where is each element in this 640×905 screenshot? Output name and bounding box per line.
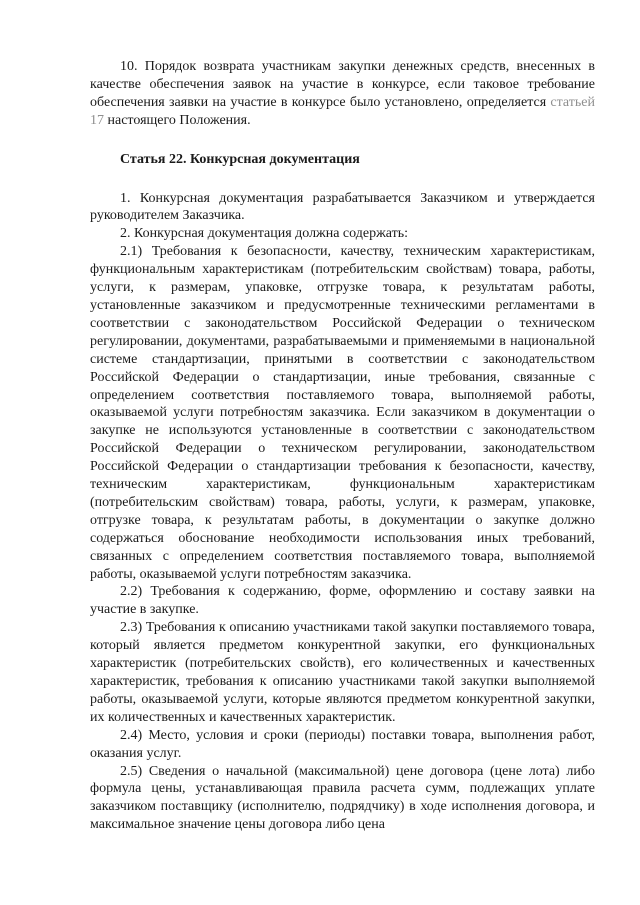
paragraph-2-1: 2.1) Требования к безопасности, качеству, техническим характеристикам, функциональным характеристикам (потребительским свойствам) товара, работы, услуги, к размерам, упаковке, отгрузке товара, к результатам работы, установленные заказчиком и предусмотренные техническими регламентами в соответствии с законодательством Российской Федерации о техническом регулировании, документами, разрабатываемыми и применяемыми в национальной системе стандартизации, принятыми в соответствии с законодательством Российской Федерации о стандартизации, иные требования, связанные с определением соответствия поставляемого товара, выполняемой работы, оказываемой услуги потребностям заказчика. Если заказчиком в документации о закупке не используются установленные в соответствии с законодательством Российской Федерации о техническом регулировании, законодательством Российской Федерации о стандартизации требования к безопасности, качеству, техническим характеристикам, функциональным характеристикам (потребительским свойствам) товара, работы, услуги, к размерам, упаковке, отгрузке товара, к результатам работы, в документации о закупке должно содержаться обоснование необходимости использования иных требований, связанных с определением соответствия поставляемого товара, выполняемой работы, оказываемой услуги потребностям заказчика. [90,244,595,582]
intro-text-after-link: настоящего Положения. [104,112,251,128]
intro-paragraph [90,58,595,130]
intro-text-before-link: 10. Порядок возврата участникам закупки денежных средств, внесенных в качестве обеспечения заявок на участие в конкурсе, если таковое требование обеспечения заявки на участие в конкурсе было установлено, определяется [90,59,595,110]
article-heading: Статья 22. Конкурсная документация [120,151,360,167]
article-17-link[interactable]: статьей 17 [90,94,595,128]
paragraph-1: 1. Конкурсная документация разрабатывается Заказчиком и утверждается руководителем Заказчика. [90,190,595,224]
document-page [90,58,595,834]
paragraph-2-4: 2.4) Место, условия и сроки (периоды) поставки товара, выполнения работ, оказания услуг. [90,727,595,761]
paragraph-2-5: 2.5) Сведения о начальной (максимальной) цене договора (цене лота) либо формула цены, устанавливающая правила расчета сумм, подлежащих уплате заказчиком поставщику (исполнителю, подрядчику) в ходе исполнения договора, и максимальное значение цены договора либо цена [90,763,595,833]
paragraph-2: 2. Конкурсная документация должна содержать: [120,226,408,242]
paragraph-2-3: 2.3) Требования к описанию участниками такой закупки поставляемого товара, который является предметом конкурентной закупки, его функциональных характеристик (потребительских свойств), его количественных и качественных характеристик, требования к описанию участниками такой закупки выполняемой работы, оказываемой услуги, которые являются предметом конкурентной закупки, их количественных и качественных характеристик. [90,620,595,725]
paragraph-2-2: 2.2) Требования к содержанию, форме, оформлению и составу заявки на участие в закупке. [90,584,595,618]
